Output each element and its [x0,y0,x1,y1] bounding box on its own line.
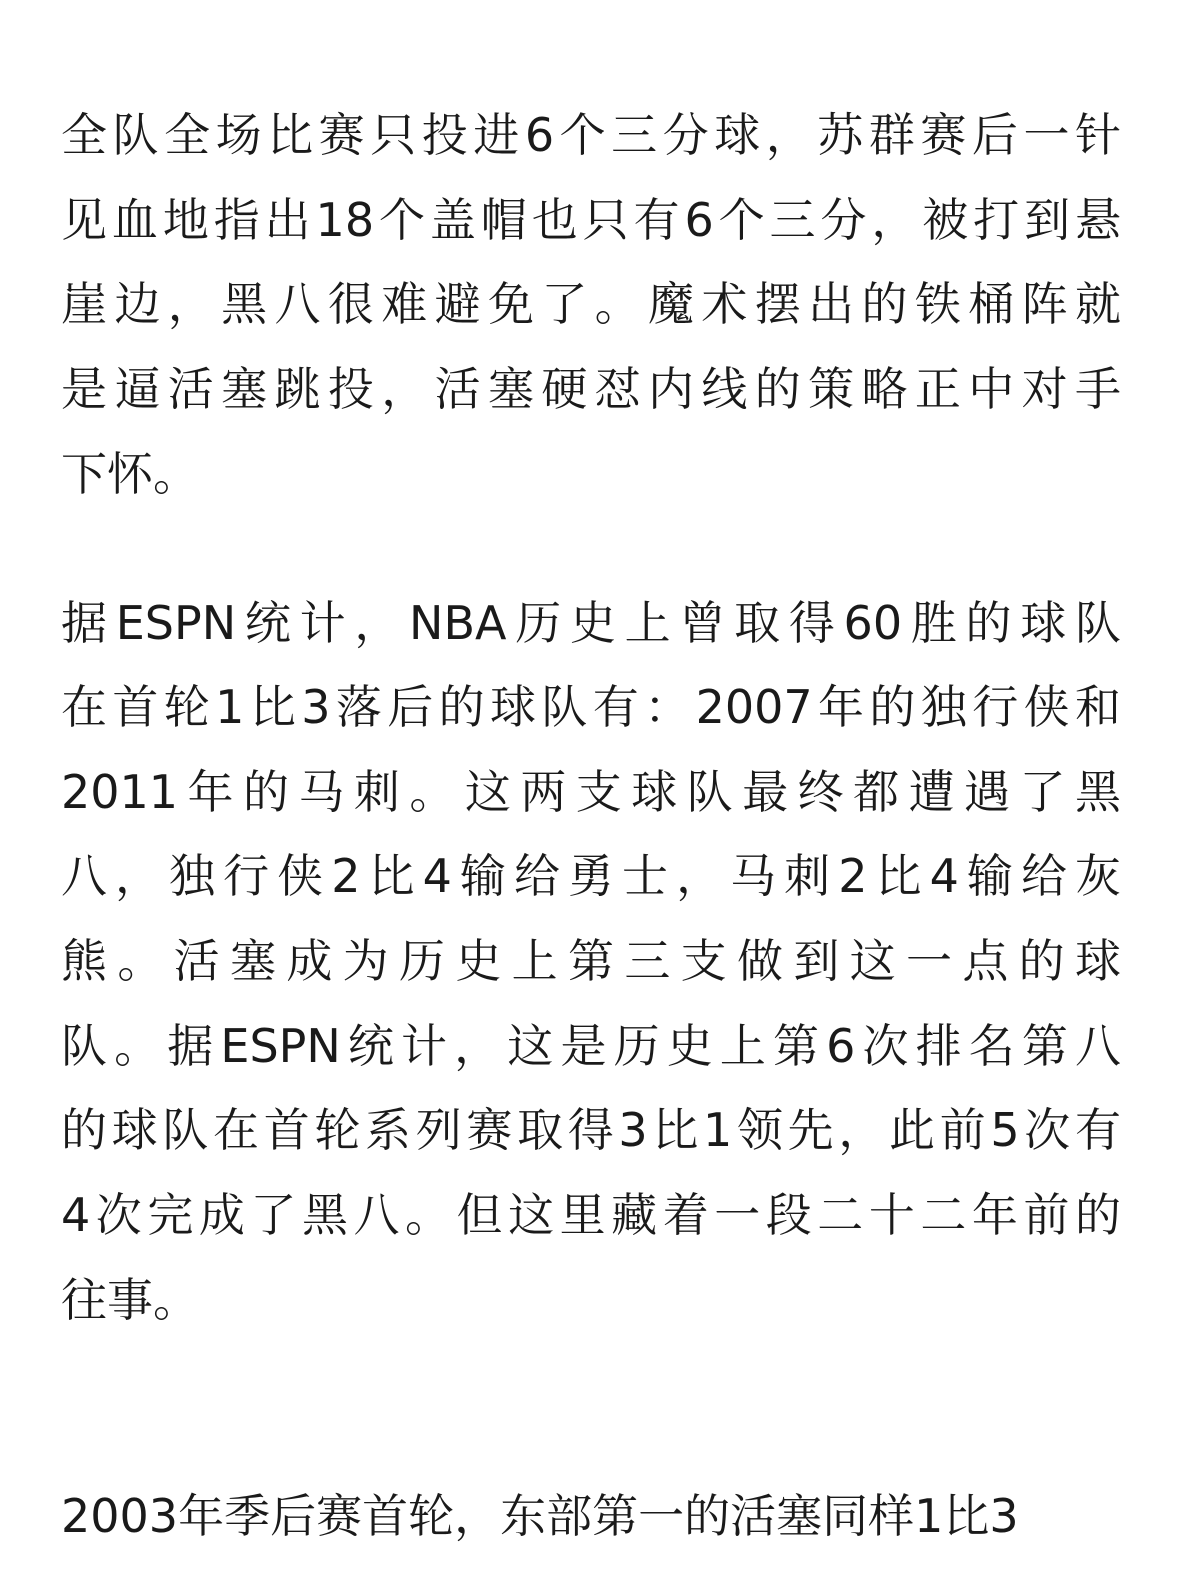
paragraph-1-line-4: 是逼活塞跳投，活塞硬怼内线的策略正中对手 [61,362,1121,416]
paragraph-2-line-9: 往事。 [61,1273,199,1327]
paragraph-1-line-3: 崖边，黑八很难避免了。魔术摆出的铁桶阵就 [61,277,1121,331]
paragraph-2-line-7: 的球队在首轮系列赛取得3比1领先，此前5次有 [61,1103,1121,1157]
paragraph-2-line-5: 熊。活塞成为历史上第三支做到这一点的球 [61,934,1121,988]
paragraph-2-line-3: 2011年的马刺。这两支球队最终都遭遇了黑 [61,765,1121,819]
paragraph-1-line-2: 见血地指出18个盖帽也只有6个三分，被打到悬 [61,193,1121,247]
paragraph-2-line-8: 4次完成了黑八。但这里藏着一段二十二年前的 [61,1188,1121,1242]
paragraph-1-line-1: 全队全场比赛只投进6个三分球，苏群赛后一针 [61,108,1121,162]
paragraph-3-line-1: 2003年季后赛首轮，东部第一的活塞同样1比3 [61,1489,1019,1543]
paragraph-2-line-1: 据ESPN统计，NBA历史上曾取得60胜的球队 [61,596,1121,650]
paragraph-2-line-4: 八，独行侠2比4输给勇士，马刺2比4输给灰 [61,849,1121,903]
paragraph-2-line-2: 在首轮1比3落后的球队有：2007年的独行侠和 [61,680,1121,734]
paragraph-2-line-6: 队。据ESPN统计，这是历史上第6次排名第八 [61,1019,1121,1073]
paragraph-1-line-5: 下怀。 [61,447,199,501]
